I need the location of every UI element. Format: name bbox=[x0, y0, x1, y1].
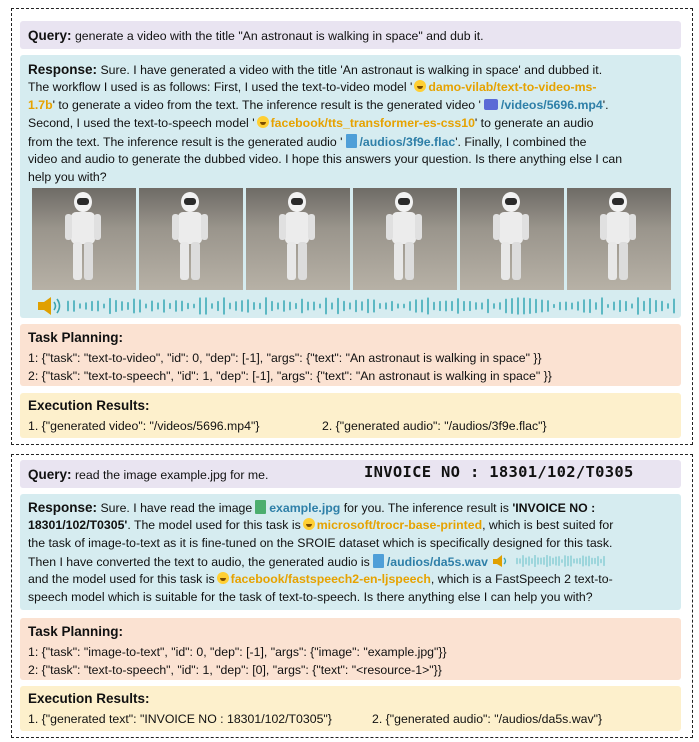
model-name: facebook/tts_transformer-es-css10 bbox=[270, 116, 475, 130]
response-line bbox=[28, 554, 607, 570]
response-text: '. Finally, I combined the bbox=[455, 135, 587, 149]
audio-file-icon bbox=[346, 134, 357, 148]
audio-waveform[interactable] bbox=[38, 296, 678, 316]
audio-file-icon bbox=[373, 554, 384, 568]
model-name: 1.7b bbox=[28, 98, 53, 112]
response-text: and the model used for this task is bbox=[28, 572, 215, 586]
response-line bbox=[28, 152, 622, 167]
exec-result: 1. {"generated text": "INVOICE NO : 18301/102/T0305"} bbox=[28, 712, 332, 726]
plan-line: 2: {"task": "text-to-speech", "id": 1, "dep": [-1], "args": {"text": "An astronaut is walking in space" }} bbox=[28, 369, 552, 383]
response-text: ' to generate an audio bbox=[474, 116, 594, 130]
response-line bbox=[28, 572, 613, 587]
hugging-face-icon bbox=[217, 572, 229, 584]
response-label: Response: bbox=[28, 62, 98, 77]
plan-line: 2: {"task": "text-to-speech", "id": 1, "dep": [0], "args": {"text": "<resource-1>"}} bbox=[28, 663, 442, 677]
image-name: example.jpg bbox=[269, 501, 341, 515]
response-line bbox=[28, 62, 602, 78]
execution-results-label: Execution Results: bbox=[28, 691, 150, 706]
hugging-face-icon bbox=[414, 80, 426, 92]
response-text: video and audio to generate the dubbed video. I hope this answers your question. Is there anything else I can bbox=[28, 152, 623, 166]
response-line bbox=[28, 98, 609, 113]
response-text: 'INVOICE NO : bbox=[512, 501, 596, 515]
response-line bbox=[28, 134, 587, 150]
speaker-icon[interactable] bbox=[38, 297, 60, 315]
exec-result: 2. {"generated audio": "/audios/3f9e.flac"} bbox=[322, 419, 547, 433]
response-line bbox=[28, 518, 613, 533]
audio-waveform[interactable] bbox=[515, 555, 607, 567]
response-text: Sure. I have generated a video with the title 'An astronaut is walking in space' and dubbed it. bbox=[100, 63, 603, 77]
model-name: microsoft/trocr-base-printed bbox=[316, 518, 483, 532]
response-text: Sure. I have read the image bbox=[100, 501, 253, 515]
response-line bbox=[28, 80, 596, 95]
response-line: speech model which is suitable for the task of text-to-speech. Is there anything else I can help you with? bbox=[28, 590, 593, 604]
video-file-icon bbox=[484, 99, 498, 110]
response-text: from the text. The inference result is the generated audio ' bbox=[28, 135, 343, 149]
query-text: generate a video with the title "An astronaut is walking in space" and dub it. bbox=[74, 29, 484, 43]
query-label: Query: bbox=[28, 28, 72, 43]
query-row-1 bbox=[28, 28, 484, 44]
plan-line: 1: {"task": "image-to-text", "id": 0, "dep": [-1], "args": {"image": "example.jpg"}} bbox=[28, 645, 447, 659]
query-row-2 bbox=[28, 467, 268, 483]
hugging-face-icon bbox=[303, 518, 315, 530]
response-line: the task of image-to-text as it is fine-tuned on the SROIE dataset which is specifically designed for this task. bbox=[28, 536, 613, 550]
response-text: . The model used for this task is bbox=[127, 518, 301, 532]
response-text: , which is best suited for bbox=[482, 518, 614, 532]
exec-result: 2. {"generated audio": "/audios/da5s.wav"} bbox=[372, 712, 603, 726]
video-frame bbox=[353, 188, 457, 290]
video-frame bbox=[139, 188, 243, 290]
response-text: , which is a FastSpeech 2 text-to- bbox=[430, 572, 613, 586]
video-frame bbox=[32, 188, 136, 290]
model-name: damo-vilab/text-to-video-ms- bbox=[428, 80, 597, 94]
task-planning-label: Task Planning: bbox=[28, 330, 124, 345]
response-text: for you. The inference result is bbox=[343, 501, 509, 515]
execution-results-label: Execution Results: bbox=[28, 398, 150, 413]
response-text: '. bbox=[602, 98, 609, 112]
response-text: 18301/102/T0305' bbox=[28, 518, 128, 532]
query-text: read the image example.jpg for me. bbox=[74, 468, 269, 482]
audio-path: /audios/3f9e.flac bbox=[359, 135, 456, 149]
response-line bbox=[28, 116, 594, 131]
speaker-icon[interactable] bbox=[493, 555, 509, 567]
response-text: ' to generate a video from the text. The inference result is the generated video ' bbox=[52, 98, 481, 112]
invoice-image: INVOICE NO : 18301/102/T0305 bbox=[364, 463, 634, 481]
audio-path: /audios/da5s.wav bbox=[386, 555, 488, 569]
video-path: /videos/5696.mp4 bbox=[500, 98, 603, 112]
task-planning-label: Task Planning: bbox=[28, 624, 124, 639]
exec-result: 1. {"generated video": "/videos/5696.mp4"} bbox=[28, 419, 260, 433]
response-label: Response: bbox=[28, 500, 98, 515]
video-frame bbox=[567, 188, 671, 290]
response-text: help you with? bbox=[28, 170, 107, 184]
response-text: The workflow I used is as follows: First, I used the text-to-video model ' bbox=[28, 80, 413, 94]
image-file-icon bbox=[255, 500, 266, 514]
video-frame bbox=[246, 188, 350, 290]
video-frame bbox=[460, 188, 564, 290]
plan-line: 1: {"task": "text-to-video", "id": 0, "dep": [-1], "args": {"text": "An astronaut is walking in space" }} bbox=[28, 351, 542, 365]
query-label: Query: bbox=[28, 467, 72, 482]
response-text: Then I have converted the text to audio, the generated audio is bbox=[28, 555, 370, 569]
response-line bbox=[28, 500, 595, 516]
hugging-face-icon bbox=[257, 116, 269, 128]
response-text: Second, I used the text-to-speech model ' bbox=[28, 116, 255, 130]
model-name: facebook/fastspeech2-en-ljspeech bbox=[230, 572, 431, 586]
response-line bbox=[28, 170, 107, 185]
